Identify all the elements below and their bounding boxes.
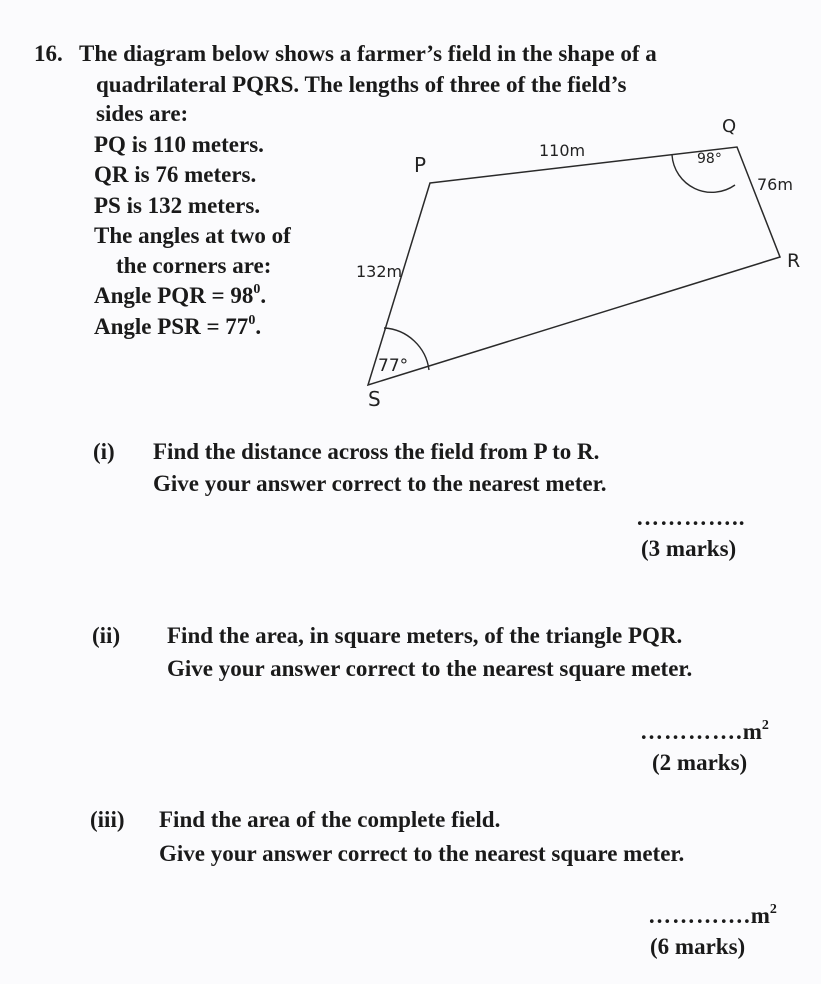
- part-ii-line-2: Give your answer correct to the nearest square meter.: [167, 656, 693, 681]
- angle-q-label: 98°: [697, 151, 722, 167]
- angle-s-label: 77°: [378, 356, 409, 376]
- part-ii-answer-blank: ………….: [640, 719, 743, 744]
- angle-pqr-end: .: [260, 283, 267, 308]
- fact-pq: PQ is 110 meters.: [94, 132, 264, 157]
- part-i-marks: (3 marks): [641, 536, 737, 561]
- label-q: Q: [722, 116, 737, 137]
- intro-line-3: sides are:: [96, 101, 189, 126]
- side-qr-length: 76m: [757, 175, 793, 194]
- part-iii-answer-line: [648, 902, 777, 930]
- label-r: R: [787, 250, 801, 272]
- question-number: 16.: [34, 41, 63, 66]
- part-i-answer-blank: …………..: [636, 505, 746, 530]
- part-iii-line-2: Give your answer correct to the nearest square meter.: [159, 841, 685, 866]
- fact-corners: the corners are:: [116, 253, 272, 278]
- angle-pqr-degree: 0: [253, 282, 261, 297]
- label-p: P: [414, 153, 427, 177]
- side-ps-length: 132m: [356, 262, 403, 281]
- part-ii-unit: m: [742, 719, 762, 744]
- part-ii-id: (ii): [92, 623, 121, 648]
- part-i-id: (i): [93, 439, 115, 464]
- angle-psr-end: .: [255, 314, 262, 339]
- part-iii-id: (iii): [90, 807, 125, 832]
- intro-line-1: The diagram below shows a farmer’s field in the shape of a: [79, 41, 657, 66]
- side-pq-length: 110m: [539, 141, 586, 160]
- fact-angles-intro: The angles at two of: [94, 223, 291, 248]
- part-ii-answer-line: [640, 718, 769, 746]
- fact-qr: QR is 76 meters.: [94, 162, 257, 187]
- part-i-line-1: Find the distance across the field from P to R.: [153, 439, 600, 464]
- part-iii-marks: (6 marks): [650, 934, 746, 959]
- part-iii-answer-blank: ………….: [648, 903, 751, 928]
- part-iii-line-1: Find the area of the complete field.: [159, 807, 501, 832]
- part-ii-unit-power: 2: [761, 718, 769, 733]
- intro-line-2: quadrilateral PQRS. The lengths of three of the field’s: [96, 72, 627, 97]
- field-outline: [368, 147, 780, 385]
- part-ii-line-1: Find the area, in square meters, of the triangle PQR.: [167, 623, 683, 648]
- part-ii-marks: (2 marks): [652, 750, 748, 775]
- part-iii-unit-power: 2: [769, 902, 777, 917]
- angle-psr-degree: 0: [248, 313, 256, 328]
- part-i-line-2: Give your answer correct to the nearest meter.: [153, 471, 607, 496]
- label-s: S: [368, 387, 381, 411]
- angle-pqr-text: Angle PQR = 98: [94, 283, 254, 308]
- part-iii-unit: m: [750, 903, 770, 928]
- angle-psr-text: Angle PSR = 77: [94, 314, 249, 339]
- fact-ps: PS is 132 meters.: [94, 193, 261, 218]
